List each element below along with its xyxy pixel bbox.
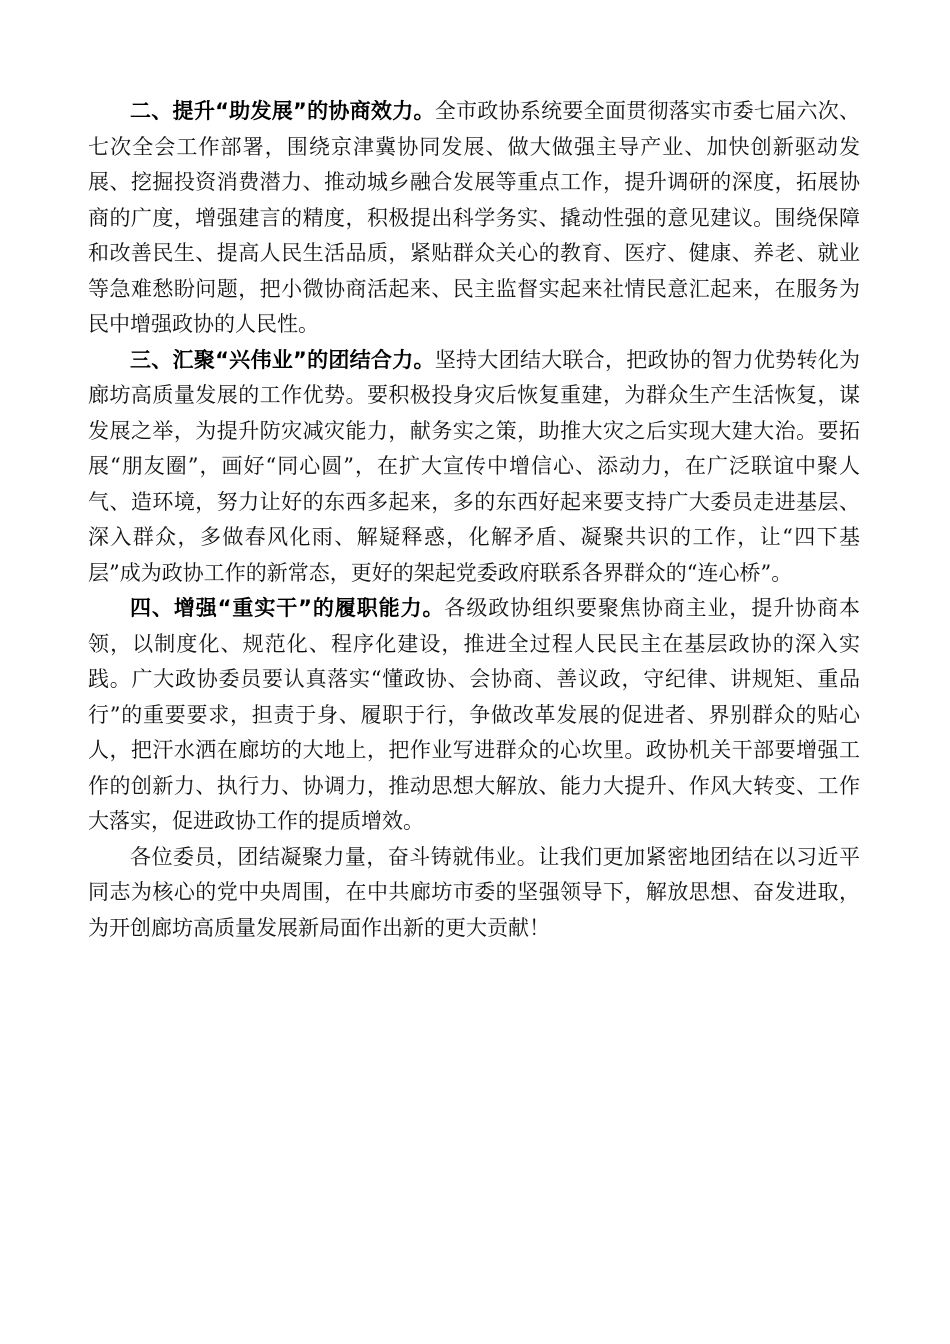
paragraph-text: 坚持大团结大联合，把政协的智力优势转化为廊坊高质量发展的工作优势。要积极投身灾后恢复重建，为群众生产生活恢复，谋发展之举，为提升防灾减灾能力，献务实之策，助推大灾之后实现大建大治。要拓展“朋友圈”，画好“同心圆”，在扩大宣传中增信心、添动力，在广泛联谊中聚人气、造环境，努力让好的东西多起来，多的东西好起来要支持广大委员走进基层、深入群众，多做春风化雨、解疑释惑，化解矛盾、凝聚共识的工作，让“四下基层”成为政协工作的新常态，更好的架起党委政府联系各界群众的“连心桥”。 [88,347,860,585]
document-body [88,94,860,946]
paragraph-heading: 三、汇聚“兴伟业”的团结合力。 [130,347,435,372]
paragraph-unity-strength [88,343,860,592]
paragraph-duty-capability [88,591,860,840]
paragraph-promote-development [88,94,860,343]
paragraph-text: 全市政协系统要全面贯彻落实市委七届六次、七次全会工作部署，围绕京津冀协同发展、做大做强主导产业、加快创新驱动发展、挖掘投资消费潜力、推动城乡融合发展等重点工作，提升调研的深度，拓展协商的广度，增强建言的精度，积极提出科学务实、撬动性强的意见建议。围绕保障和改善民生、提高人民生活品质，紧贴群众关心的教育、医疗、健康、养老、就业等急难愁盼问题，把小微协商活起来、民主监督实起来社情民意汇起来，在服务为民中增强政协的人民性。 [88,99,860,336]
paragraph-heading: 四、增强“重实干”的履职能力。 [130,596,445,620]
paragraph-heading: 二、提升“助发展”的协商效力。 [130,99,435,123]
paragraph-text: 各位委员，团结凝聚力量，奋斗铸就伟业。让我们更加紧密地团结在以习近平同志为核心的党中央周围，在中共廊坊市委的坚强领导下，解放思想、奋发进取，为开创廊坊高质量发展新局面作出新的更大贡献！ [88,844,860,940]
paragraph-text: 各级政协组织要聚焦协商主业，提升协商本领，以制度化、规范化、程序化建设，推进全过程人民民主在基层政协的深入实践。广大政协委员要认真落实“懂政协、会协商、善议政，守纪律、讲规矩、重品行”的重要要求，担责于身、履职于行，争做改革发展的促进者、界别群众的贴心人，把汗水洒在廊坊的大地上，把作业写进群众的心坎里。政协机关干部要增强工作的创新力、执行力、协调力，推动思想大解放、能力大提升、作风大转变、工作大落实，促进政协工作的提质增效。 [88,596,860,833]
paragraph-closing [88,840,860,947]
